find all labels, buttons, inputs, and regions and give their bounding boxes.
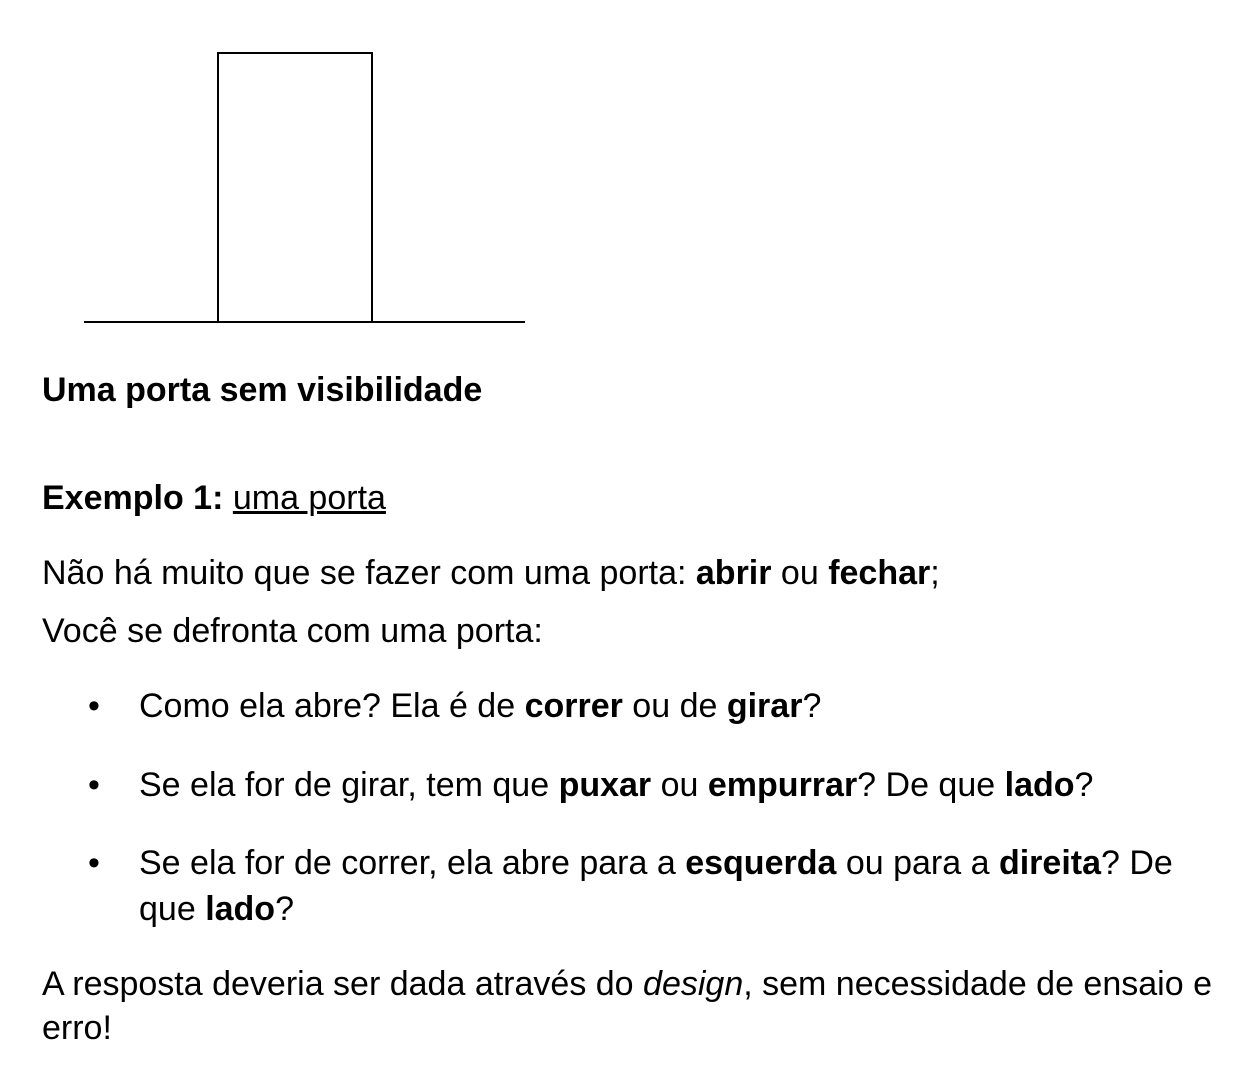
bullet-marker: • [88,766,100,804]
text-segment: Se ela for de correr, ela abre para a [139,844,686,882]
text-segment: A resposta deveria ser dada através do [42,965,644,1003]
example-label: Exemplo 1: [42,479,224,517]
keyword-girar: girar [726,687,803,725]
text-segment: ? De que [139,844,1173,928]
text-segment: ? De que [857,766,1005,804]
keyword-direita: direita [998,844,1102,882]
bullet-marker: • [88,844,100,882]
keyword-lado: lado [1004,766,1075,804]
text-segment: ou [651,766,708,804]
list-item-text [139,762,1229,808]
text-segment: ? [1074,766,1094,804]
text-segment: , sem necessidade de ensaio e erro! [42,965,1212,1047]
example-heading [42,478,386,518]
text-segment: Como ela abre? Ela é de [139,687,525,725]
door-rectangle [218,53,372,322]
text-segment: ? [275,890,295,928]
text-segment: ? [802,687,822,725]
text-segment: ou de [622,687,727,725]
keyword-empurrar: empurrar [707,766,858,804]
figure-caption: Uma porta sem visibilidade [42,371,483,409]
list-item-text [139,840,1229,932]
keyword-puxar: puxar [558,766,652,804]
intro-end: ; [930,554,940,592]
keyword-abrir: abrir [695,554,772,592]
example-title: uma porta [232,479,386,517]
question-intro: Você se defronta com uma porta: [42,612,543,650]
keyword-correr: correr [524,687,623,725]
keyword-lado: lado [205,890,276,928]
intro-line [42,553,940,593]
intro-text: Não há muito que se fazer com uma porta: [42,554,696,592]
emphasis-design: design [643,965,744,1003]
list-item-text [139,683,1229,729]
door-illustration [0,0,560,340]
keyword-fechar: fechar [828,554,931,592]
conclusion-paragraph [42,962,1222,1050]
bullet-marker: • [88,687,100,725]
text-segment: ou para a [836,844,999,882]
keyword-esquerda: esquerda [685,844,837,882]
text-segment: Se ela for de girar, tem que [139,766,559,804]
intro-connector: ou [771,554,829,592]
